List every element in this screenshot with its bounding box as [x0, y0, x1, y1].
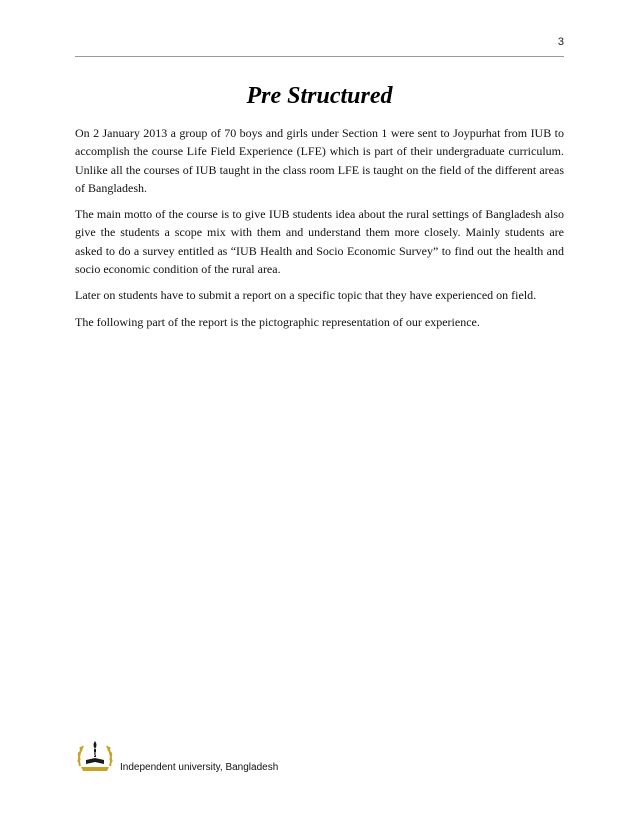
iub-logo-emblem	[74, 736, 116, 774]
paragraph-pictographic: The following part of the report is the pictographic representation of our experience.	[75, 314, 480, 329]
header-rule	[75, 56, 564, 57]
iub-logo	[74, 736, 116, 774]
paragraph-motto: The main motto of the course is to give IUB students idea about the rural settings of Bangladesh also give the students a scope mix with them and understand them more closely. Mainly students are asked to do a survey entitled as “IUB Health and Socio Economic Survey” to find out the health and socio economic condition of the rural area.	[75, 207, 564, 277]
paragraph-report: Later on students have to submit a report on a specific topic that they have experienced on field.	[75, 288, 537, 303]
page-number: 3	[557, 36, 564, 48]
logo-lettering: IUB	[90, 752, 100, 758]
page-title: Pre Structured	[246, 83, 393, 109]
footer-text: Independent university, Bangladesh	[120, 762, 279, 773]
body-text	[75, 124, 564, 339]
paragraph-intro: On 2 January 2013 a group of 70 boys and girls under Section 1 were sent to Joypurhat from IUB to accomplish the course Life Field Experience (LFE) which is part of their undergraduate curriculum. Unlike all the courses of IUB taught in the class room LFE is taught on the field of the different areas of Bangladesh.	[75, 126, 564, 195]
